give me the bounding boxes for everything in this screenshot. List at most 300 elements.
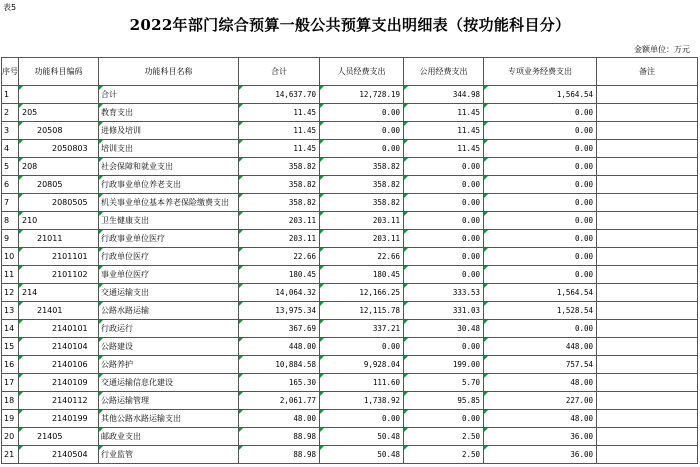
cell-marker-icon xyxy=(99,176,103,180)
table-row xyxy=(2,320,698,338)
row-personnel: 12,166.25 xyxy=(320,284,404,302)
cell-marker-icon xyxy=(19,320,23,324)
row-personnel: 1,738.92 xyxy=(320,392,404,410)
cell-marker-icon xyxy=(484,302,488,306)
row-code: 208 xyxy=(19,158,99,176)
row-public: 11.45 xyxy=(404,140,484,158)
row-note xyxy=(597,104,698,122)
row-note xyxy=(597,212,698,230)
cell-marker-icon xyxy=(320,302,324,306)
row-code: 20805 xyxy=(19,176,99,194)
cell-marker-icon xyxy=(19,230,23,234)
row-total: 11.45 xyxy=(239,122,320,140)
cell-marker-icon xyxy=(19,140,23,144)
row-public: 331.03 xyxy=(404,302,484,320)
row-note xyxy=(597,158,698,176)
row-total: 358.82 xyxy=(239,176,320,194)
row-special: 36.00 xyxy=(484,428,597,446)
cell-marker-icon xyxy=(19,194,23,198)
cell-marker-icon xyxy=(99,212,103,216)
row-note xyxy=(597,410,698,428)
row-total: 203.11 xyxy=(239,230,320,248)
cell-marker-icon xyxy=(484,338,488,342)
cell-marker-icon xyxy=(19,266,23,270)
cell-marker-icon xyxy=(239,86,243,90)
cell-marker-icon xyxy=(320,320,324,324)
cell-marker-icon xyxy=(320,194,324,198)
row-code: 21011 xyxy=(19,230,99,248)
cell-marker-icon xyxy=(239,284,243,288)
cell-marker-icon xyxy=(99,320,103,324)
cell-marker-icon xyxy=(99,104,103,108)
row-public: 11.45 xyxy=(404,122,484,140)
table-row xyxy=(2,176,698,194)
table-row xyxy=(2,86,698,104)
cell-marker-icon xyxy=(99,410,103,414)
table-row xyxy=(2,266,698,284)
cell-marker-icon xyxy=(320,410,324,414)
row-code: 2080505 xyxy=(19,194,99,212)
row-note xyxy=(597,338,698,356)
header-special: 专项业务经费支出 xyxy=(484,58,597,86)
row-seq: 14 xyxy=(2,320,19,338)
cell-marker-icon xyxy=(239,194,243,198)
row-seq: 5 xyxy=(2,158,19,176)
cell-marker-icon xyxy=(320,230,324,234)
row-personnel: 0.00 xyxy=(320,104,404,122)
cell-marker-icon xyxy=(484,284,488,288)
cell-marker-icon xyxy=(404,356,408,360)
table-row xyxy=(2,248,698,266)
row-note xyxy=(597,446,698,464)
cell-marker-icon xyxy=(484,122,488,126)
cell-marker-icon xyxy=(239,266,243,270)
row-personnel: 12,115.78 xyxy=(320,302,404,320)
row-total: 358.82 xyxy=(239,158,320,176)
cell-marker-icon xyxy=(320,392,324,396)
cell-marker-icon xyxy=(484,212,488,216)
cell-marker-icon xyxy=(320,428,324,432)
row-personnel: 358.82 xyxy=(320,194,404,212)
table-row xyxy=(2,122,698,140)
cell-marker-icon xyxy=(99,86,103,90)
cell-marker-icon xyxy=(99,338,103,342)
cell-marker-icon xyxy=(19,392,23,396)
row-personnel: 180.45 xyxy=(320,266,404,284)
header-row xyxy=(2,58,698,86)
row-personnel: 203.11 xyxy=(320,230,404,248)
cell-marker-icon xyxy=(19,122,23,126)
row-personnel: 358.82 xyxy=(320,176,404,194)
row-special: 1,528.54 xyxy=(484,302,597,320)
table-row xyxy=(2,338,698,356)
row-name: 机关事业单位基本养老保险缴费支出 xyxy=(99,194,239,212)
row-code: 2140109 xyxy=(19,374,99,392)
row-note xyxy=(597,248,698,266)
row-total: 358.82 xyxy=(239,194,320,212)
header-total: 合计 xyxy=(239,58,320,86)
cell-marker-icon xyxy=(320,212,324,216)
cell-marker-icon xyxy=(320,338,324,342)
row-total: 22.66 xyxy=(239,248,320,266)
row-special: 1,564.54 xyxy=(484,284,597,302)
row-public: 344.98 xyxy=(404,86,484,104)
row-public: 0.00 xyxy=(404,158,484,176)
table-row xyxy=(2,194,698,212)
cell-marker-icon xyxy=(320,104,324,108)
cell-marker-icon xyxy=(320,266,324,270)
cell-marker-icon xyxy=(404,248,408,252)
cell-marker-icon xyxy=(19,302,23,306)
cell-marker-icon xyxy=(239,374,243,378)
row-note xyxy=(597,140,698,158)
row-personnel: 50.48 xyxy=(320,446,404,464)
cell-marker-icon xyxy=(99,230,103,234)
cell-marker-icon xyxy=(320,374,324,378)
row-public: 333.53 xyxy=(404,284,484,302)
row-seq: 18 xyxy=(2,392,19,410)
row-seq: 12 xyxy=(2,284,19,302)
row-code: 2140106 xyxy=(19,356,99,374)
row-seq: 15 xyxy=(2,338,19,356)
row-code: 2050803 xyxy=(19,140,99,158)
row-total: 367.69 xyxy=(239,320,320,338)
row-seq: 4 xyxy=(2,140,19,158)
row-personnel: 9,928.04 xyxy=(320,356,404,374)
cell-marker-icon xyxy=(19,86,23,90)
cell-marker-icon xyxy=(404,176,408,180)
row-seq: 6 xyxy=(2,176,19,194)
row-total: 10,884.58 xyxy=(239,356,320,374)
row-seq: 7 xyxy=(2,194,19,212)
cell-marker-icon xyxy=(99,194,103,198)
row-total: 14,064.32 xyxy=(239,284,320,302)
row-seq: 11 xyxy=(2,266,19,284)
row-personnel: 111.60 xyxy=(320,374,404,392)
row-name: 公路建设 xyxy=(99,338,239,356)
row-name: 交通运输支出 xyxy=(99,284,239,302)
cell-marker-icon xyxy=(320,176,324,180)
cell-marker-icon xyxy=(404,158,408,162)
cell-marker-icon xyxy=(99,374,103,378)
table-row xyxy=(2,140,698,158)
cell-marker-icon xyxy=(484,176,488,180)
row-name: 行政单位医疗 xyxy=(99,248,239,266)
cell-marker-icon xyxy=(239,338,243,342)
cell-marker-icon xyxy=(484,392,488,396)
row-personnel: 50.48 xyxy=(320,428,404,446)
row-special: 0.00 xyxy=(484,320,597,338)
row-total: 203.11 xyxy=(239,212,320,230)
page-title: 2022年部门综合预算一般公共预算支出明细表（按功能科目分） xyxy=(129,16,571,34)
cell-marker-icon xyxy=(19,104,23,108)
row-total: 165.30 xyxy=(239,374,320,392)
cell-marker-icon xyxy=(239,248,243,252)
row-name: 事业单位医疗 xyxy=(99,266,239,284)
cell-marker-icon xyxy=(484,158,488,162)
row-total: 11.45 xyxy=(239,104,320,122)
row-seq: 9 xyxy=(2,230,19,248)
row-code: 214 xyxy=(19,284,99,302)
row-note xyxy=(597,428,698,446)
row-code: 2140104 xyxy=(19,338,99,356)
cell-marker-icon xyxy=(320,284,324,288)
row-special: 0.00 xyxy=(484,140,597,158)
row-special: 0.00 xyxy=(484,248,597,266)
cell-marker-icon xyxy=(320,446,324,450)
row-note xyxy=(597,284,698,302)
row-code: 2140199 xyxy=(19,410,99,428)
table-row xyxy=(2,374,698,392)
row-personnel: 0.00 xyxy=(320,122,404,140)
row-name: 公路养护 xyxy=(99,356,239,374)
row-note xyxy=(597,392,698,410)
row-note xyxy=(597,302,698,320)
row-public: 0.00 xyxy=(404,212,484,230)
row-name: 行业监管 xyxy=(99,446,239,464)
header-note: 备注 xyxy=(597,58,698,86)
row-name: 进修及培训 xyxy=(99,122,239,140)
row-total: 14,637.70 xyxy=(239,86,320,104)
cell-marker-icon xyxy=(99,140,103,144)
row-note xyxy=(597,320,698,338)
unit-label: 金额单位：万元 xyxy=(634,45,690,54)
cell-marker-icon xyxy=(320,86,324,90)
row-public: 0.00 xyxy=(404,338,484,356)
cell-marker-icon xyxy=(484,140,488,144)
cell-marker-icon xyxy=(484,374,488,378)
cell-marker-icon xyxy=(484,410,488,414)
row-name: 社会保障和就业支出 xyxy=(99,158,239,176)
cell-marker-icon xyxy=(484,194,488,198)
cell-marker-icon xyxy=(320,248,324,252)
cell-marker-icon xyxy=(404,392,408,396)
cell-marker-icon xyxy=(404,194,408,198)
cell-marker-icon xyxy=(484,86,488,90)
table-row xyxy=(2,302,698,320)
row-public: 0.00 xyxy=(404,248,484,266)
cell-marker-icon xyxy=(99,266,103,270)
row-note xyxy=(597,86,698,104)
cell-marker-icon xyxy=(19,284,23,288)
row-name: 教育支出 xyxy=(99,104,239,122)
cell-marker-icon xyxy=(19,410,23,414)
cell-marker-icon xyxy=(239,212,243,216)
cell-marker-icon xyxy=(239,410,243,414)
row-public: 0.00 xyxy=(404,266,484,284)
cell-marker-icon xyxy=(99,392,103,396)
cell-marker-icon xyxy=(239,356,243,360)
cell-marker-icon xyxy=(484,356,488,360)
cell-marker-icon xyxy=(99,446,103,450)
cell-marker-icon xyxy=(19,374,23,378)
row-name: 行政事业单位养老支出 xyxy=(99,176,239,194)
row-personnel: 0.00 xyxy=(320,140,404,158)
cell-marker-icon xyxy=(239,176,243,180)
row-seq: 17 xyxy=(2,374,19,392)
row-public: 30.48 xyxy=(404,320,484,338)
row-total: 2,061.77 xyxy=(239,392,320,410)
row-seq: 2 xyxy=(2,104,19,122)
row-special: 1,564.54 xyxy=(484,86,597,104)
row-total: 88.98 xyxy=(239,446,320,464)
cell-marker-icon xyxy=(239,392,243,396)
row-name: 邮政业支出 xyxy=(99,428,239,446)
cell-marker-icon xyxy=(99,284,103,288)
row-name: 其他公路水路运输支出 xyxy=(99,410,239,428)
table-row xyxy=(2,230,698,248)
row-name: 行政事业单位医疗 xyxy=(99,230,239,248)
cell-marker-icon xyxy=(484,266,488,270)
row-seq: 20 xyxy=(2,428,19,446)
cell-marker-icon xyxy=(99,248,103,252)
row-note xyxy=(597,356,698,374)
row-public: 0.00 xyxy=(404,194,484,212)
header-personnel: 人员经费支出 xyxy=(320,58,404,86)
row-special: 0.00 xyxy=(484,104,597,122)
cell-marker-icon xyxy=(239,446,243,450)
row-code: 2140101 xyxy=(19,320,99,338)
cell-marker-icon xyxy=(404,446,408,450)
cell-marker-icon xyxy=(484,230,488,234)
cell-marker-icon xyxy=(19,356,23,360)
row-code: 21401 xyxy=(19,302,99,320)
row-note xyxy=(597,266,698,284)
row-total: 448.00 xyxy=(239,338,320,356)
row-name: 公路运输管理 xyxy=(99,392,239,410)
row-code: 2140504 xyxy=(19,446,99,464)
cell-marker-icon xyxy=(484,446,488,450)
row-personnel: 358.82 xyxy=(320,158,404,176)
row-code: 210 xyxy=(19,212,99,230)
budget-table xyxy=(1,57,698,464)
cell-marker-icon xyxy=(404,230,408,234)
row-special: 0.00 xyxy=(484,194,597,212)
cell-marker-icon xyxy=(239,230,243,234)
row-personnel: 0.00 xyxy=(320,410,404,428)
cell-marker-icon xyxy=(404,266,408,270)
row-note xyxy=(597,176,698,194)
row-special: 0.00 xyxy=(484,122,597,140)
row-special: 0.00 xyxy=(484,230,597,248)
cell-marker-icon xyxy=(19,446,23,450)
row-personnel: 22.66 xyxy=(320,248,404,266)
row-special: 48.00 xyxy=(484,374,597,392)
cell-marker-icon xyxy=(404,428,408,432)
header-code: 功能科目编码 xyxy=(19,58,99,86)
table-row xyxy=(2,212,698,230)
row-code: 2101101 xyxy=(19,248,99,266)
row-special: 227.00 xyxy=(484,392,597,410)
cell-marker-icon xyxy=(404,338,408,342)
cell-marker-icon xyxy=(404,320,408,324)
row-public: 11.45 xyxy=(404,104,484,122)
cell-marker-icon xyxy=(404,374,408,378)
row-code: 2101102 xyxy=(19,266,99,284)
row-name: 公路水路运输 xyxy=(99,302,239,320)
row-name: 行政运行 xyxy=(99,320,239,338)
cell-marker-icon xyxy=(404,86,408,90)
row-special: 0.00 xyxy=(484,212,597,230)
cell-marker-icon xyxy=(404,212,408,216)
cell-marker-icon xyxy=(239,428,243,432)
cell-marker-icon xyxy=(19,158,23,162)
cell-marker-icon xyxy=(99,428,103,432)
row-public: 5.70 xyxy=(404,374,484,392)
cell-marker-icon xyxy=(484,428,488,432)
row-personnel: 203.11 xyxy=(320,212,404,230)
row-personnel: 337.21 xyxy=(320,320,404,338)
cell-marker-icon xyxy=(320,158,324,162)
table-row xyxy=(2,158,698,176)
row-seq: 21 xyxy=(2,446,19,464)
cell-marker-icon xyxy=(239,320,243,324)
row-name: 交通运输信息化建设 xyxy=(99,374,239,392)
row-total: 11.45 xyxy=(239,140,320,158)
cell-marker-icon xyxy=(19,428,23,432)
row-code: 21405 xyxy=(19,428,99,446)
row-code: 205 xyxy=(19,104,99,122)
cell-marker-icon xyxy=(19,248,23,252)
row-public: 0.00 xyxy=(404,230,484,248)
cell-marker-icon xyxy=(239,158,243,162)
table-row xyxy=(2,410,698,428)
table-row xyxy=(2,428,698,446)
cell-marker-icon xyxy=(404,284,408,288)
cell-marker-icon xyxy=(404,302,408,306)
row-seq: 16 xyxy=(2,356,19,374)
row-note xyxy=(597,122,698,140)
table-row xyxy=(2,104,698,122)
row-seq: 8 xyxy=(2,212,19,230)
cell-marker-icon xyxy=(99,302,103,306)
cell-marker-icon xyxy=(484,248,488,252)
row-special: 448.00 xyxy=(484,338,597,356)
cell-marker-icon xyxy=(99,122,103,126)
row-total: 180.45 xyxy=(239,266,320,284)
cell-marker-icon xyxy=(404,410,408,414)
cell-marker-icon xyxy=(320,140,324,144)
row-name: 培训支出 xyxy=(99,140,239,158)
row-public: 0.00 xyxy=(404,410,484,428)
row-personnel: 12,728.19 xyxy=(320,86,404,104)
row-note xyxy=(597,374,698,392)
row-special: 0.00 xyxy=(484,266,597,284)
row-code xyxy=(19,86,99,104)
row-special: 36.00 xyxy=(484,446,597,464)
cell-marker-icon xyxy=(19,176,23,180)
sheet-label: 表5 xyxy=(3,3,17,12)
row-note xyxy=(597,230,698,248)
row-special: 0.00 xyxy=(484,176,597,194)
cell-marker-icon xyxy=(320,122,324,126)
row-seq: 3 xyxy=(2,122,19,140)
row-name: 合计 xyxy=(99,86,239,104)
row-special: 48.00 xyxy=(484,410,597,428)
row-special: 757.54 xyxy=(484,356,597,374)
header-public: 公用经费支出 xyxy=(404,58,484,86)
table-row xyxy=(2,392,698,410)
header-seq: 序号 xyxy=(2,58,19,86)
cell-marker-icon xyxy=(404,122,408,126)
cell-marker-icon xyxy=(239,104,243,108)
table-row xyxy=(2,356,698,374)
table-row xyxy=(2,446,698,464)
row-public: 2.50 xyxy=(404,428,484,446)
row-special: 0.00 xyxy=(484,158,597,176)
row-public: 0.00 xyxy=(404,176,484,194)
cell-marker-icon xyxy=(484,104,488,108)
